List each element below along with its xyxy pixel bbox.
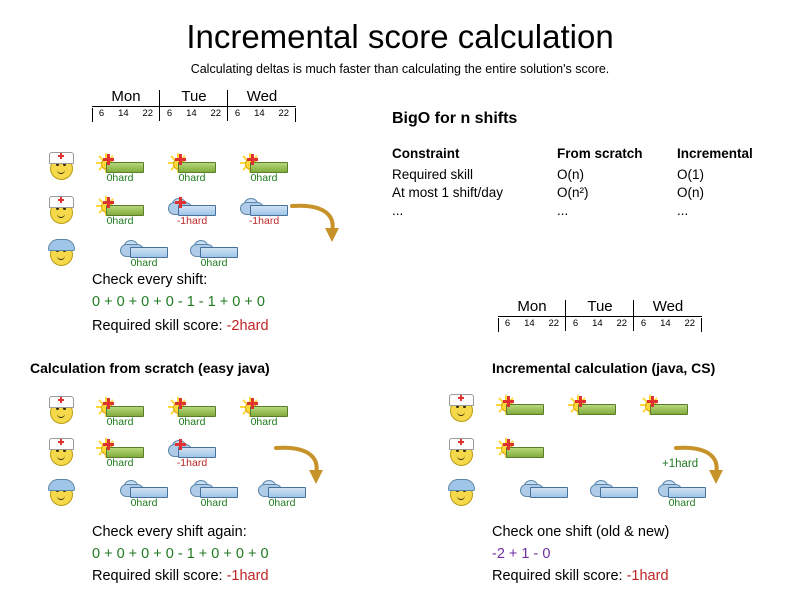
day-header-top-left: [92, 88, 296, 119]
nurse-hat-icon: [49, 438, 74, 450]
nurse-hat-icon: [49, 396, 74, 408]
hour-label: 14: [592, 318, 603, 329]
table-row: [392, 184, 787, 202]
avatar: [448, 478, 474, 504]
shift-block[interactable]: [168, 153, 216, 183]
shift-score: 0hard: [106, 416, 134, 428]
cell-scratch: ...: [557, 203, 569, 218]
required-skill-icon: [103, 398, 114, 409]
required-skill-icon: [575, 396, 586, 407]
hour-label: 6: [640, 318, 647, 329]
required-skill-icon: [503, 396, 514, 407]
day-label: Mon: [111, 88, 141, 105]
shift-block[interactable]: [640, 395, 688, 425]
nurse-hat-icon: [449, 438, 474, 450]
total-line: [492, 568, 669, 584]
hour-label: 22: [548, 318, 560, 329]
hour-label: 6: [98, 108, 105, 119]
hour-label: 14: [118, 108, 129, 119]
hour-label: 6: [572, 318, 579, 329]
hour-label: 14: [660, 318, 671, 329]
shift-block[interactable]: [590, 478, 638, 508]
avatar: [48, 238, 74, 264]
shift-block[interactable]: [96, 153, 144, 183]
sum-line: 0 + 0 + 0 + 0 - 1 - 1 + 0 + 0: [92, 294, 265, 310]
shift-score: 0hard: [178, 172, 206, 184]
avatar: [448, 394, 474, 420]
section-title-from-scratch: Calculation from scratch (easy java): [30, 360, 270, 376]
hour-label: 22: [278, 108, 290, 119]
day-label: Tue: [160, 88, 228, 105]
cell-constraint: Required skill: [392, 167, 474, 182]
cell-constraint: ...: [392, 203, 404, 218]
required-skill-icon: [175, 197, 186, 208]
total-label: Required skill score:: [92, 318, 223, 334]
shift-block[interactable]: [520, 478, 568, 508]
shift-score: 0hard: [250, 172, 278, 184]
doctor-cap-icon: [448, 479, 475, 491]
total-line: [92, 568, 269, 584]
column-header: Incremental: [677, 146, 753, 161]
avatar: [48, 438, 74, 464]
total-value: -1hard: [226, 568, 269, 584]
required-skill-icon: [175, 439, 186, 450]
day-label: Tue: [566, 298, 634, 315]
shift-score: 0hard: [268, 497, 296, 509]
nurse-hat-icon: [449, 394, 474, 406]
required-skill-icon: [103, 439, 114, 450]
cell-scratch: O(n): [557, 167, 584, 182]
doctor-cap-icon: [48, 239, 75, 251]
shift-block[interactable]: [168, 397, 216, 427]
total-value: -1hard: [626, 568, 669, 584]
page-subtitle: Calculating deltas is much faster than calculating the entire solution's score.: [190, 62, 610, 76]
required-skill-icon: [503, 439, 514, 450]
hour-label: 6: [504, 318, 511, 329]
shift-block[interactable]: [496, 395, 544, 425]
avatar: [48, 396, 74, 422]
sum-line: 0 + 0 + 0 + 0 - 1 + 0 + 0 + 0: [92, 546, 269, 562]
column-header: From scratch: [557, 146, 643, 161]
nurse-hat-icon: [49, 152, 74, 164]
total-label: Required skill score:: [92, 568, 223, 584]
nurse-hat-icon: [49, 196, 74, 208]
total-label: Required skill score:: [492, 568, 623, 584]
table-row: [392, 166, 787, 184]
shift-score: 0hard: [130, 497, 158, 509]
shift-score: 0hard: [106, 172, 134, 184]
shift-block[interactable]: [240, 196, 288, 226]
page-title: Incremental score calculation: [186, 18, 614, 55]
shift-score: 0hard: [106, 457, 134, 469]
cell-constraint: At most 1 shift/day: [392, 185, 504, 200]
required-skill-icon: [647, 396, 658, 407]
shift-score: 0hard: [250, 416, 278, 428]
cell-incremental: O(n): [677, 185, 704, 200]
hour-label: 14: [524, 318, 535, 329]
sum-line: -2 + 1 - 0: [492, 546, 551, 562]
avatar: [448, 438, 474, 464]
total-line: [92, 318, 269, 334]
cell-scratch: O(n²): [557, 185, 589, 200]
section-title-incremental: Incremental calculation (java, CS): [492, 360, 716, 376]
shift-score: 0hard: [178, 416, 206, 428]
hour-label: 22: [684, 318, 696, 329]
shift-score: 0hard: [106, 215, 134, 227]
hour-label: 22: [616, 318, 628, 329]
cell-incremental: ...: [677, 203, 689, 218]
required-skill-icon: [175, 398, 186, 409]
shift-block[interactable]: [120, 238, 168, 268]
shift-score: 0hard: [200, 497, 228, 509]
shift-block[interactable]: [96, 397, 144, 427]
shift-block[interactable]: [120, 478, 168, 508]
required-skill-icon: [103, 154, 114, 165]
avatar: [48, 152, 74, 178]
shift-score: 0hard: [200, 257, 228, 269]
hour-label: 22: [142, 108, 154, 119]
shift-score: 0hard: [130, 257, 158, 269]
shift-block[interactable]: [240, 153, 288, 183]
required-skill-icon: [247, 154, 258, 165]
shift-score: 0hard: [668, 497, 696, 509]
table-header-row: [392, 146, 787, 166]
column-header: Constraint: [392, 146, 460, 161]
shift-block[interactable]: [190, 478, 238, 508]
avatar: [48, 478, 74, 504]
shift-block[interactable]: [568, 395, 616, 425]
total-value: -2hard: [226, 318, 269, 334]
hour-label: 6: [234, 108, 241, 119]
required-skill-icon: [103, 197, 114, 208]
day-label: Wed: [634, 298, 702, 315]
shift-block[interactable]: [240, 397, 288, 427]
hour-label: 22: [210, 108, 222, 119]
shift-block[interactable]: [168, 196, 216, 226]
shift-block[interactable]: [190, 238, 238, 268]
move-arrow-icon: [288, 200, 344, 251]
move-arrow-icon: [272, 442, 328, 493]
required-skill-icon: [175, 154, 186, 165]
day-label: Mon: [517, 298, 547, 315]
shift-block[interactable]: [168, 438, 216, 468]
shift-block[interactable]: [96, 196, 144, 226]
check-label: Check one shift (old & new): [492, 524, 670, 540]
day-label: Wed: [228, 88, 296, 105]
hour-label: 14: [254, 108, 265, 119]
doctor-cap-icon: [48, 479, 75, 491]
avatar: [48, 196, 74, 222]
check-label: Check every shift:: [92, 272, 208, 288]
cell-incremental: O(1): [677, 167, 704, 182]
delta-label: +1hard: [662, 458, 699, 470]
shift-score: -1hard: [176, 457, 208, 469]
required-skill-icon: [247, 398, 258, 409]
check-label: Check every shift again:: [92, 524, 247, 540]
bigo-table: [392, 110, 787, 220]
shift-score: -1hard: [248, 215, 280, 227]
shift-block[interactable]: [496, 438, 544, 468]
move-arrow-icon: [672, 442, 728, 493]
bigo-heading: BigO for n shifts: [392, 110, 518, 127]
day-header-bottom-right: [498, 298, 702, 329]
shift-score: -1hard: [176, 215, 208, 227]
table-row: [392, 202, 787, 220]
hour-label: 6: [166, 108, 173, 119]
shift-block[interactable]: [96, 438, 144, 468]
hour-label: 14: [186, 108, 197, 119]
